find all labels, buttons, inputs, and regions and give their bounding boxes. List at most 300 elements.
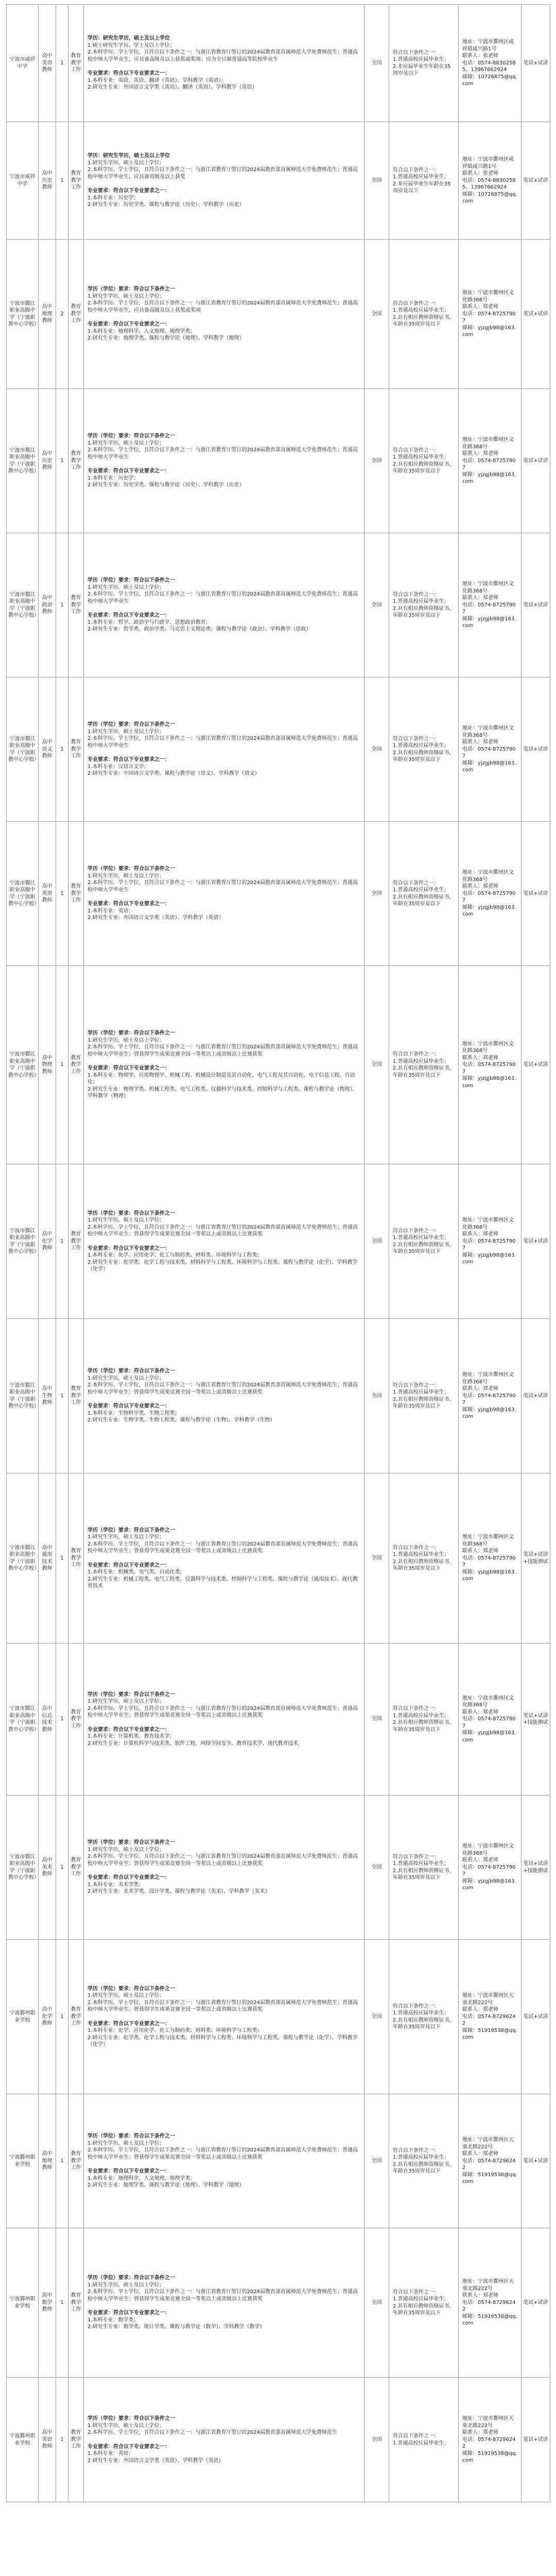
school-name: 宁波市鄞江职业高级中学（宁波职教中心学校）: [8, 591, 39, 618]
school-name: 宁波市鄞江职业高级中学（宁波职教中心学校）: [8, 1854, 39, 1880]
school-cell: [7, 1473, 39, 1643]
condition-cell: [389, 533, 459, 677]
range-cell: [364, 122, 389, 240]
method-cell: [522, 677, 550, 822]
contact-line: 邮箱：51919538@qq.com: [462, 2313, 517, 2327]
major-line: 2.研究生专业：地理学类、课程与教学论（地理）、学科教学（地理）: [88, 335, 245, 342]
requirement-cell: [84, 822, 364, 966]
condition-line: 1.普通高校应届毕业生；: [393, 1235, 449, 1241]
contact-line: 地址：宁波市鄞州区文化路368号: [462, 1843, 514, 1856]
contact-line: 电话：0574-87257907: [462, 1555, 516, 1568]
recruit-range: 全国: [371, 60, 382, 66]
recruit-range: 全国: [371, 890, 382, 896]
job-type: 教育教学工作: [71, 2430, 81, 2450]
major-line: 1.本科专业：英语；: [88, 908, 134, 914]
education-line: 2.本科学历、学士学位，且符合以下条件之一：与浙江省教育厅签订的2024届教育部直属师范大学免费师范生；普通高校中师大学毕业生；曾获得学生成果竞赛全国一等奖以上或省级以上比赛获奖: [88, 1382, 358, 1395]
major-line: 1.本科专业：化学、应用化学、化工与制药类、材料类、环境科学与工程类；: [88, 1252, 263, 1258]
school-cell: [7, 240, 39, 389]
education-line: 1.硕士研究生学历、学士及以上学位；: [88, 42, 175, 48]
recruit-range: 全国: [371, 1393, 382, 1399]
method-cell: [522, 1940, 550, 2094]
exam-method: 笔试+试讲: [523, 1238, 548, 1244]
school-name: 宁波鄞州职业学校: [9, 2010, 36, 2023]
education-heading: 学历（学位）要求：符合以下条件之一: [88, 722, 175, 728]
education-line: 2.本科学历、学士学位，且符合以下条件之一：与浙江省教育厅签订的2024届教育部直属师范大学免费师范生；普通高校中师大学毕业生；曾获得学生成果竞赛全国一等奖以上或省级以上比赛获奖: [88, 1044, 358, 1057]
contact-line: 地址：宁波市鄞州区咸祥镇咸兴路1号: [462, 39, 514, 52]
contact-line: 联系人：郑老师: [462, 739, 498, 745]
condition-cell: [389, 1473, 459, 1643]
education-line: 2.本科学历、学士学位，且符合以下条件之一：与浙江省教育厅签订的2024届教育部直属师范大学免费师范生；普通高校中师大学毕业生: [88, 591, 358, 604]
method-cell: [522, 240, 550, 389]
recruit-range: 全国: [371, 602, 382, 608]
condition-line: 1.普通高校应届毕业生；: [393, 2155, 449, 2160]
post-cell: [39, 1795, 56, 1940]
table-row: [7, 1795, 550, 1940]
major-line: 1.本科专业：历史学；: [88, 195, 139, 201]
contact-line: 电话：0574-87257907: [462, 746, 516, 759]
method-cell: [522, 822, 550, 966]
contact-line: 电话：0574-88302585、13967662924: [462, 177, 516, 191]
job-type: 教育教学工作: [71, 595, 81, 615]
contact-line: 地址：宁波市鄞州区天童北路222号: [462, 2137, 514, 2150]
condition-cell: [389, 5, 459, 122]
school-name: 宁波鄞州职业学校: [9, 2433, 36, 2446]
contact-cell: [459, 240, 522, 389]
education-line: 1.研究生学历，硕士及以上学位；: [88, 728, 165, 735]
school-cell: [7, 5, 39, 122]
major-heading: 专业要求：符合以下专业要求之一：: [88, 1562, 170, 1568]
post-cell: [39, 122, 56, 240]
job-type-cell: [68, 1164, 84, 1319]
table-row: [7, 1940, 550, 2094]
recruit-range: 全国: [371, 2158, 382, 2164]
contact-line: 联系人：郑老师: [462, 1548, 498, 1554]
school-cell: [7, 1164, 39, 1319]
contact-line: 地址：宁波市鄞州区文化路368号: [462, 1695, 514, 1708]
education-line: 1.研究生学历，硕士及以上学位；: [88, 1699, 165, 1705]
education-heading: 学历（学位）要求：符合以下条件之一: [88, 1986, 175, 1992]
education-line: 1.研究生学历，硕士及以上学位；: [88, 2140, 165, 2146]
major-line: 2.研究生专业：地理学类、课程与教学论（地理）、学科教学（地理）: [88, 2182, 245, 2189]
contact-line: 地址：宁波市鄞州区文化路368号: [462, 1372, 514, 1385]
education-line: 1.研究生学历，硕士及以上学位；: [88, 1217, 165, 1223]
education-line: 1.研究生学历，硕士及以上学位；: [88, 440, 165, 446]
condition-line: 2.非应届毕业生年龄在35周岁及以下: [393, 181, 451, 194]
condition-line: 1.普通高校应届毕业生；: [393, 2296, 449, 2302]
range-cell: [364, 1795, 389, 1940]
condition-line: 1.普通高校应届毕业生；: [393, 743, 449, 749]
range-cell: [364, 2378, 389, 2502]
job-type: 教育教学工作: [71, 2293, 81, 2313]
education-line: 2.本科学历、学士学位，且符合以下条件之一：与浙江省教育厅签订的2024届教育部直属师范大学免费师范生；普通高校中师大学毕业生；曾获得学生成果竞赛全国一等奖以上或省级以上比赛获奖: [88, 2289, 358, 2302]
condition-cell: [389, 2228, 459, 2378]
condition-line: 2.具有相应教师资格证书，年龄在35周岁及以下: [393, 1065, 455, 1078]
condition-line: 符合以下条件之一：: [393, 2003, 439, 2009]
table-row: [7, 1164, 550, 1319]
contact-line: 地址：宁波市鄞州区文化路368号: [462, 870, 514, 883]
condition-line: 符合以下条件之一：: [393, 1854, 439, 1860]
condition-line: 1.普通高校应届毕业生；: [393, 308, 449, 313]
major-heading: 专业要求：符合以下专业要求之一：: [88, 188, 170, 194]
education-heading: 学历：研究生学历，硕士及以上学位: [88, 153, 170, 159]
condition-line: 2.具有相应教师资格证书，年龄在35周岁及以下: [393, 894, 455, 907]
major-line: 2.研究生专业：数学类、统计学类、课程与教学论（数学）、学科教学（数学）: [88, 2324, 265, 2330]
condition-cell: [389, 1795, 459, 1940]
condition-line: 1.普通高校应届毕业生；: [393, 1389, 449, 1395]
major-line: 2.研究生专业：计算机科学与技术类、软件工程、网络空间安全、教育技术学、现代教育技术: [88, 1740, 299, 1747]
range-cell: [364, 966, 389, 1164]
education-heading: 学历（学位）要求：符合以下条件之一: [88, 1030, 175, 1037]
method-cell: [522, 122, 550, 240]
post-cell: [39, 2378, 56, 2502]
condition-line: 符合以下条件之一：: [393, 447, 439, 453]
exam-method: 笔试+试讲: [523, 1393, 548, 1399]
school-name: 宁波市鄞江职业高级中学（宁波职教中心学校）: [8, 447, 39, 474]
contact-line: 地址：宁波市鄞州区文化路368号: [462, 581, 514, 594]
condition-line: 符合以下条件之一：: [393, 1706, 439, 1711]
education-heading: 学历（学位）要求：符合以下条件之一: [88, 578, 175, 584]
education-heading: 学历（学位）要求：符合以下条件之一: [88, 1368, 175, 1375]
education-line: 2.本科学历、学士学位，且符合以下条件之一：与浙江省教育厅签订的2024届教育部直属师范大学免费师范生；普通高校中师大学毕业生: [88, 447, 358, 460]
job-type: 教育教学工作: [71, 1386, 81, 1406]
post-cell: [39, 5, 56, 122]
contact-line: 邮箱：10726875@qq.com: [462, 191, 517, 205]
recruit-range: 全国: [371, 1864, 382, 1870]
condition-line: 1.普通高校应届毕业生；: [393, 599, 449, 604]
exam-method: 笔试+试讲: [523, 177, 548, 183]
condition-line: 符合以下条件之一：: [393, 300, 439, 307]
requirement-cell: [84, 533, 364, 677]
contact-line: 电话：0574-87296242: [462, 2158, 516, 2171]
contact-line: 联系人：郑老师: [462, 451, 498, 457]
school-cell: [7, 122, 39, 240]
count-cell: [56, 2228, 68, 2378]
job-type-cell: [68, 1643, 84, 1795]
contact-line: 邮箱：yjzgjb98@163.com: [462, 760, 516, 773]
condition-cell: [389, 122, 459, 240]
school-cell: [7, 2094, 39, 2228]
post-cell: [39, 1643, 56, 1795]
education-line: 1.研究生学历，硕士及以上学位；: [88, 873, 165, 879]
contact-line: 电话：0574-87257907: [462, 311, 516, 324]
condition-line: 2.具有相应教师资格证书，年龄在35周岁及以下: [393, 1242, 455, 1255]
requirement-cell: [84, 122, 364, 240]
count-cell: [56, 1319, 68, 1473]
major-line: 2.研究生专业：历史学类、课程与教学论（历史）、学科教学（历史）: [88, 482, 245, 488]
education-line: 1.研究生学历，硕士及以上学位；: [88, 2282, 165, 2288]
method-cell: [522, 533, 550, 677]
education-heading: 学历（学位）要求：符合以下条件之一: [88, 1527, 175, 1533]
major-line: 2.研究生专业：历史学类、课程与教学论（历史）、学科教学（历史）: [88, 202, 245, 208]
range-cell: [364, 677, 389, 822]
contact-line: 联系人：郑老师: [462, 1386, 498, 1392]
contact-line: 邮箱：yjzgjb98@163.com: [462, 904, 516, 918]
requirement-cell: [84, 240, 364, 389]
condition-line: 2.具有相应教师资格证书，年龄在35周岁及以下: [393, 750, 455, 762]
major-line: 2.研究生专业：外国语言文学类（英语）、学科教学（英语）: [88, 915, 224, 921]
contact-line: 邮箱：yjzgjb98@163.com: [462, 616, 516, 629]
education-heading: 学历：研究生学历，硕士及以上学位: [88, 36, 170, 42]
contact-line: 地址：宁波市鄞州区文化路368号: [462, 1534, 514, 1547]
contact-line: 电话：0574-87257907: [462, 1238, 516, 1251]
range-cell: [364, 822, 389, 966]
condition-line: 1.普通高校应届毕业生；: [393, 1552, 449, 1557]
table-row: [7, 122, 550, 240]
school-cell: [7, 1319, 39, 1473]
hire-count: 1: [60, 1062, 64, 1068]
condition-cell: [389, 389, 459, 533]
major-heading: 专业要求：符合以下专业要求之一：: [88, 1726, 170, 1733]
major-line: 2.研究生专业：机械工程类、电气工程类、仪器科学与技术类、控制科学与工程类、课程与教学论（通用技术）、现代教育技术: [88, 1576, 358, 1589]
education-line: 2.本科学历、学士学位，且符合以下条件之一：与浙江省教育厅签订的2024届教育部直属师范大学免费师范生；普通高校中师大学毕业生；曾获得学生成果竞赛全国一等奖以上或省级以上比赛获奖: [88, 1541, 358, 1554]
major-heading: 专业要求：符合以下专业要求之一：: [88, 1065, 170, 1072]
hire-count: 1: [60, 177, 64, 183]
job-type: 教育教学工作: [71, 451, 81, 471]
count-cell: [56, 1473, 68, 1643]
education-heading: 学历（学位）要求：符合以下条件之一: [88, 1840, 175, 1846]
post-cell: [39, 240, 56, 389]
contact-cell: [459, 1473, 522, 1643]
method-cell: [522, 5, 550, 122]
job-type-cell: [68, 240, 84, 389]
condition-line: 1.普通高校应届毕业生；: [393, 174, 449, 180]
condition-cell: [389, 1643, 459, 1795]
contact-cell: [459, 5, 522, 122]
method-cell: [522, 389, 550, 533]
table-row: [7, 5, 550, 122]
range-cell: [364, 2228, 389, 2378]
contact-line: 地址：宁波市鄞州区天童北路222号: [462, 1993, 514, 2006]
table-row: [7, 1643, 550, 1795]
major-line: 1.本科专业：地理科学、人文地理、地理学类；: [88, 328, 196, 334]
education-line: 2.本科学历、学士学位，且符合以下条件之一：与浙江省教育厅签订的2024届教育部直属师范大学免费师范生: [88, 2430, 337, 2435]
condition-line: 符合以下条件之一：: [393, 1545, 439, 1551]
hire-count: 1: [60, 2299, 64, 2306]
contact-line: 邮箱：yjzgjb98@163.com: [462, 1252, 516, 1265]
condition-line: 1.普通高校应届毕业生；: [393, 57, 449, 62]
education-line: 2.本科学历、学士学位，且符合以下条件之一：与浙江省教育厅签订的2024届教育部直属师范大学免费师范生；普通高校中师大学毕业生: [88, 736, 358, 749]
table-row: [7, 389, 550, 533]
condition-line: 2.具有相应教师资格证书，年龄在35周岁及以下: [393, 2017, 455, 2030]
post-name: 高中物理教师: [42, 1055, 53, 1075]
requirement-cell: [84, 5, 364, 122]
table-row: [7, 2094, 550, 2228]
count-cell: [56, 1940, 68, 2094]
requirement-cell: [84, 1795, 364, 1940]
hire-count: 1: [60, 602, 64, 608]
post-name: 高中化学教师: [42, 1231, 53, 1251]
contact-line: 联系人：郑老师: [462, 2007, 498, 2013]
post-cell: [39, 389, 56, 533]
major-line: 1.本科专业：物理学、应用物理学、机械工程、机械设计制造及其自动化、电气工程及其自动化、电子信息工程、自动化；: [88, 1072, 355, 1086]
contact-cell: [459, 2094, 522, 2228]
contact-line: 电话：0574-88302585、13967662924: [462, 60, 516, 73]
major-line: 2.研究生专业：化学类、化学工程与技术类、材料科学与工程类、环境科学与工程类、课程与教学论（化学）、学科教学（化学）: [88, 2035, 358, 2047]
job-type: 教育教学工作: [71, 2151, 81, 2171]
major-line: 1.本科专业：数学类；: [88, 2317, 139, 2323]
school-name: 宁波市鄞江职业高级中学（宁波职教中心学校）: [8, 1052, 39, 1078]
school-cell: [7, 533, 39, 677]
school-name: 宁波市鄞江职业高级中学（宁波职教中心学校）: [8, 1382, 39, 1409]
condition-line: 2.具有相应教师资格证书，年龄在35周岁及以下: [393, 2161, 455, 2174]
condition-line: 2.具有相应教师资格证书，年龄在35周岁及以下: [393, 605, 455, 618]
hire-count: 1: [60, 2436, 64, 2443]
contact-line: 电话：0574-87296242: [462, 2013, 516, 2027]
major-heading: 专业要求：符合以下专业要求之一：: [88, 1245, 170, 1251]
recruit-range: 全国: [371, 2299, 382, 2306]
contact-line: 电话：0574-87257907: [462, 602, 516, 615]
contact-cell: [459, 966, 522, 1164]
education-line: 1.研究生学历，硕士及以上学位；: [88, 160, 165, 166]
condition-line: 符合以下条件之一：: [393, 1382, 439, 1388]
school-name: 宁波市鄞江职业高级中学（宁波职教中心学校）: [8, 300, 39, 327]
job-type: 教育教学工作: [71, 1548, 81, 1568]
education-heading: 学历（学位）要求：符合以下条件之一: [88, 433, 175, 439]
post-name: 高中英语教师: [42, 53, 53, 73]
hire-count: 1: [60, 2158, 64, 2164]
major-line: 1.本科专业：哲学、政治学与行政学、思想政治教育；: [88, 619, 211, 625]
major-line: 1.本科专业：美术学类；: [88, 1882, 144, 1888]
count-cell: [56, 5, 68, 122]
post-name: 高中英语教师: [42, 2430, 53, 2450]
requirement-cell: [84, 966, 364, 1164]
major-line: 1.本科专业：英语；: [88, 2451, 134, 2456]
range-cell: [364, 533, 389, 677]
condition-line: 1.普通高校应届毕业生；: [393, 1861, 449, 1867]
range-cell: [364, 1319, 389, 1473]
major-line: 1.本科专业：英语，英语、翻译（英语），学科教学（英语）；: [88, 77, 227, 83]
range-cell: [364, 1473, 389, 1643]
major-heading: 专业要求：符合以下专业要求之一：: [88, 71, 170, 77]
condition-line: 1.普通高校应届毕业生；: [393, 454, 449, 460]
education-line: 1.研究生学历，硕士及以上学位；: [88, 1993, 165, 1998]
major-line: 1.本科专业：计算机类、教育技术学；: [88, 1734, 175, 1740]
table-row: [7, 966, 550, 1164]
range-cell: [364, 240, 389, 389]
post-name: 高中美术教师: [42, 1857, 53, 1877]
contact-line: 联系人：张老师: [462, 53, 498, 59]
condition-cell: [389, 966, 459, 1164]
job-type-cell: [68, 533, 84, 677]
education-line: 2.本科学历、学士学位，且符合以下条件之一：与浙江省教育厅签订的2024届教育部直属师范大学免费师范生；普通高校中师大学毕业生；曾获得学生成果竞赛全国一等奖以上或省级以上比赛获奖: [88, 1999, 358, 2012]
condition-line: 符合以下条件之一：: [393, 1052, 439, 1057]
education-line: 1.研究生学历，硕士及以上学位；: [88, 1534, 165, 1540]
table-row: [7, 822, 550, 966]
major-line: 1.本科专业：历史学；: [88, 475, 139, 481]
condition-line: 符合以下条件之一：: [393, 591, 439, 598]
education-heading: 学历（学位）要求：符合以下条件之一: [88, 866, 175, 872]
condition-cell: [389, 240, 459, 389]
hire-count: 1: [60, 1393, 64, 1399]
job-type-cell: [68, 2228, 84, 2378]
school-cell: [7, 1795, 39, 1940]
major-line: 2.研究生专业：外国语言文学类（英语）、学科教学（英语）: [88, 2458, 224, 2464]
major-heading: 专业要求：符合以下专业要求之一：: [88, 321, 170, 328]
exam-method: 笔试+试讲: [523, 2436, 548, 2443]
count-cell: [56, 1643, 68, 1795]
condition-cell: [389, 1940, 459, 2094]
contact-cell: [459, 1643, 522, 1795]
contact-line: 地址：宁波市鄞州区咸祥镇咸兴路1号: [462, 157, 514, 170]
requirement-cell: [84, 1643, 364, 1795]
school-cell: [7, 966, 39, 1164]
table-row: [7, 677, 550, 822]
recruit-range: 全国: [371, 1062, 382, 1068]
condition-line: 符合以下条件之一：: [393, 2147, 439, 2154]
contact-line: 联系人：郑老师: [462, 1055, 498, 1061]
education-line: 2.本科学历、学士学位，且符合以下条件之一：与浙江省教育厅签订的2024届教育部直属师范大学免费师范生；普通高校中师大学毕业生，应具备高级及以上获奖或奖项: [88, 300, 358, 313]
contact-cell: [459, 677, 522, 822]
method-cell: [522, 1473, 550, 1643]
exam-method: 笔试+试讲: [523, 602, 548, 608]
major-heading: 专业要求：符合以下专业要求之一：: [88, 613, 170, 619]
major-line: 2.研究生专业：美术学类、设计学类、课程与教学论（美术）、学科教学（美术）: [88, 1889, 270, 1895]
contact-line: 邮箱：yjzgjb98@163.com: [462, 325, 516, 338]
education-line: 1.研究生学历，硕士及以上学位；: [88, 584, 165, 590]
condition-line: 2.具有相应教师资格证书，年龄在35周岁及以下: [393, 1720, 455, 1733]
table-row: [7, 533, 550, 677]
education-line: 2.本科学历、学士学位，且符合以下条件之一：与浙江省教育厅签订的2024届教育部直属师范大学免费师范生；普通高校中师大学毕业生；曾获得学生成果竞赛全国一等奖以上或省级以上比赛获奖: [88, 1705, 358, 1719]
exam-method: 笔试+试讲+技能测试: [523, 1861, 548, 1874]
condition-cell: [389, 2094, 459, 2228]
contact-line: 联系人：郑老师: [462, 2430, 498, 2436]
contact-cell: [459, 1795, 522, 1940]
major-heading: 专业要求：符合以下专业要求之一：: [88, 2310, 170, 2316]
education-line: 1.研究生学历，硕士及以上学位；: [88, 2422, 165, 2429]
contact-line: 电话：0574-87257907: [462, 1062, 516, 1075]
contact-line: 电话：0574-87257907: [462, 1716, 516, 1729]
count-cell: [56, 966, 68, 1164]
requirement-cell: [84, 2228, 364, 2378]
condition-line: 2.具有相应教师资格证书，年龄在35周岁及以下: [393, 1868, 455, 1880]
school-cell: [7, 822, 39, 966]
contact-line: 联系人：郑老师: [462, 1231, 498, 1238]
education-line: 1.研究生学历，硕士及以上学位；: [88, 1037, 165, 1043]
job-type-cell: [68, 389, 84, 533]
post-cell: [39, 1940, 56, 2094]
major-heading: 专业要求：符合以下专业要求之一：: [88, 468, 170, 474]
method-cell: [522, 2378, 550, 2502]
contact-line: 邮箱：yjzgjb98@163.com: [462, 1569, 516, 1582]
contact-line: 联系人：郑老师: [462, 1709, 498, 1715]
school-name: 宁波鄞州职业学校: [9, 2296, 36, 2309]
job-type-cell: [68, 1940, 84, 2094]
school-cell: [7, 389, 39, 533]
job-type-cell: [68, 966, 84, 1164]
contact-line: 地址：宁波市鄞州区文化路368号: [462, 725, 514, 738]
post-name: 高中化学教师: [42, 2007, 53, 2027]
contact-line: 电话：0574-87296242: [462, 2299, 516, 2313]
contact-line: 邮箱：10726875@qq.com: [462, 74, 517, 87]
education-line: 1.研究生学历，硕士及以上学位；: [88, 1846, 165, 1853]
count-cell: [56, 389, 68, 533]
condition-line: 符合以下条件之一：: [393, 2289, 439, 2295]
education-line: 1.研究生学历，硕士及以上学位；: [88, 1375, 165, 1381]
contact-cell: [459, 533, 522, 677]
post-cell: [39, 822, 56, 966]
contact-line: 邮箱：yjzgjb98@163.com: [462, 1406, 516, 1420]
recruit-range: 全国: [371, 2013, 382, 2020]
contact-cell: [459, 1164, 522, 1319]
condition-line: 2.具有相应教师资格证书，年龄在35周岁及以下: [393, 461, 455, 474]
range-cell: [364, 1643, 389, 1795]
major-line: 1.本科专业：生物科学类、生物工程类；: [88, 1410, 180, 1416]
contact-line: 电话：0574-87257907: [462, 890, 516, 904]
condition-line: 1.普通高校应届毕业生；: [393, 887, 449, 893]
exam-method: 笔试+试讲: [523, 2013, 548, 2020]
recruit-range: 全国: [371, 311, 382, 317]
recruit-range: 全国: [371, 1238, 382, 1244]
